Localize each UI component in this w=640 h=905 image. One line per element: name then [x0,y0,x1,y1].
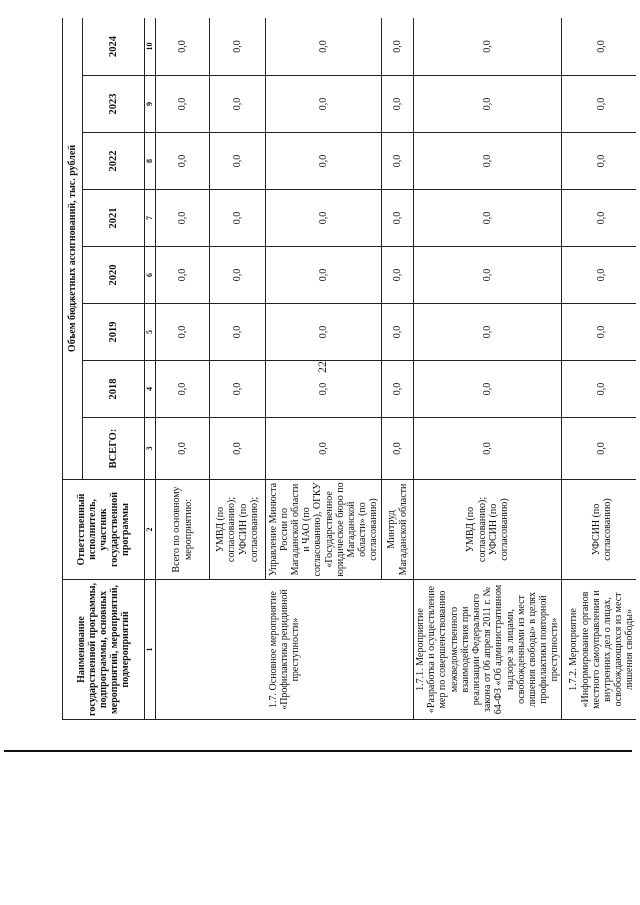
value-cell: 0,0 [156,247,210,304]
column-index: 6 [145,247,156,304]
table-row [156,18,210,720]
executor-cell: УМВД (по согласованию); УФСИН (по согласованию) [414,480,562,580]
value-cell: 0,0 [156,18,210,76]
value-cell: 0,0 [266,361,382,418]
value-cell: 0,0 [562,247,636,304]
value-cell: 0,0 [210,361,266,418]
value-cell: 0,0 [156,361,210,418]
header-executor: Ответственный исполнитель, участник государственной программы [63,480,145,580]
value-cell: 0,0 [156,190,210,247]
rotated-table-area [62,18,636,720]
activity-name: 1.7.2. Мероприятие «Информирование органов местного самоуправления и внутренних дел о лицах, освобождающихся из мест лишения свободы» [562,580,636,720]
value-cell: 0,0 [414,76,562,133]
header-total: ВСЕГО: [83,418,145,480]
total-cell: 0,0 [382,418,414,480]
value-cell: 0,0 [382,190,414,247]
column-index: 3 [145,418,156,480]
value-cell: 0,0 [562,76,636,133]
header-year: 2021 [83,190,145,247]
value-cell: 0,0 [266,304,382,361]
value-cell: 0,0 [266,18,382,76]
value-cell: 0,0 [266,76,382,133]
executor-cell: Минтруд Магаданской области [382,480,414,580]
value-cell: 0,0 [414,190,562,247]
header-year: 2019 [83,304,145,361]
value-cell: 0,0 [266,190,382,247]
value-cell: 0,0 [156,304,210,361]
value-cell: 0,0 [562,190,636,247]
value-cell: 0,0 [414,247,562,304]
value-cell: 0,0 [382,133,414,190]
total-cell: 0,0 [562,418,636,480]
activity-name: 1.7. Основное мероприятие «Профилактика рецидивной преступности» [156,580,414,720]
value-cell: 0,0 [266,133,382,190]
value-cell: 0,0 [562,304,636,361]
value-cell: 0,0 [210,304,266,361]
value-cell: 0,0 [210,18,266,76]
value-cell: 0,0 [562,361,636,418]
header-year: 2024 [83,18,145,76]
executor-cell: УМВД (по согласованию); УФСИН (по согласованию); [210,480,266,580]
value-cell: 0,0 [210,133,266,190]
total-cell: 0,0 [266,418,382,480]
total-cell: 0,0 [156,418,210,480]
value-cell: 0,0 [156,133,210,190]
value-cell: 0,0 [414,133,562,190]
column-index: 2 [145,480,156,580]
value-cell: 0,0 [414,361,562,418]
header-name: Наименование государственной программы, подпрограммы, основных мероприятий, мероприятий, подмероприятий [63,580,145,720]
header-budget-group: Объем бюджетных ассигнований, тыс. рублей [63,18,83,480]
column-index: 8 [145,133,156,190]
value-cell: 0,0 [266,247,382,304]
header-year: 2023 [83,76,145,133]
column-index: 9 [145,76,156,133]
value-cell: 0,0 [210,76,266,133]
footer-divider [4,750,632,752]
value-cell: 0,0 [414,18,562,76]
value-cell: 0,0 [382,247,414,304]
value-cell: 0,0 [382,76,414,133]
table-row [562,18,636,720]
column-index: 7 [145,190,156,247]
header-year: 2022 [83,133,145,190]
executor-cell: Всего по основному мероприятию: [156,480,210,580]
value-cell: 0,0 [210,190,266,247]
value-cell: 0,0 [414,304,562,361]
activity-name: 1.7.1. Мероприятие «Разработка и осуществление мер по совершенствованию межведомственного взаимодействия при реализации Федерального закона от 06 апреля 2011 г. № 64-ФЗ «Об административном надзоре за лицами, освобожденными из мест лишения свободы» в целях профилактики повторной преступности» [414,580,562,720]
total-cell: 0,0 [414,418,562,480]
value-cell: 0,0 [156,76,210,133]
column-index-row [145,18,156,720]
value-cell: 0,0 [210,247,266,304]
rotated-table-wrapper [62,18,636,720]
column-index: 1 [145,580,156,720]
header-year: 2020 [83,247,145,304]
executor-cell: УФСИН (по согласованию) [562,480,636,580]
table-row [414,18,562,720]
value-cell: 0,0 [562,133,636,190]
column-index: 10 [145,18,156,76]
header-year: 2018 [83,361,145,418]
value-cell: 0,0 [382,18,414,76]
value-cell: 0,0 [562,18,636,76]
executor-cell: Управление Минюста России по Магаданской области и ЧАО (по согласованию), ОГКУ «Государственное юридическое бюро по Магаданской области» (по согласованию) [266,480,382,580]
total-cell: 0,0 [210,418,266,480]
budget-table [62,18,636,720]
column-index: 5 [145,304,156,361]
value-cell: 0,0 [382,361,414,418]
value-cell: 0,0 [382,304,414,361]
column-index: 4 [145,361,156,418]
page-number: 22 [315,361,329,373]
